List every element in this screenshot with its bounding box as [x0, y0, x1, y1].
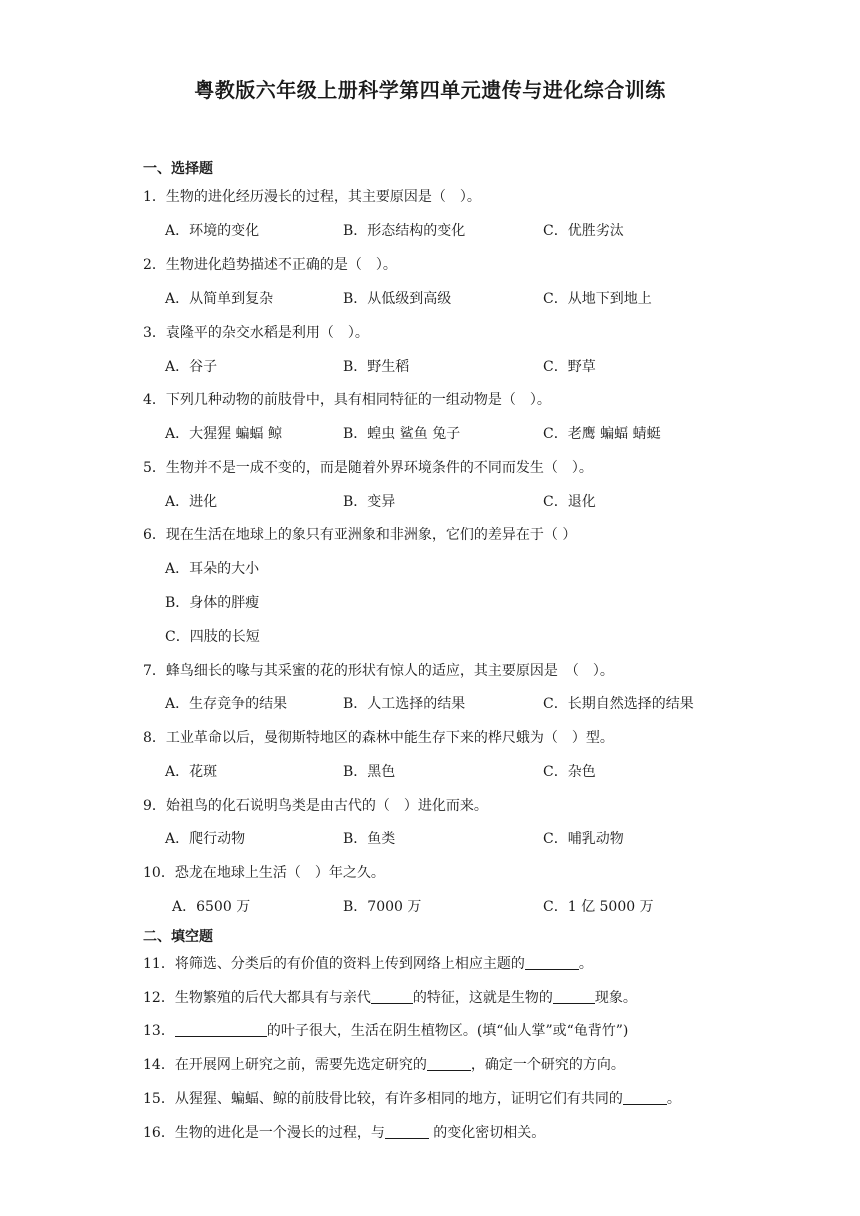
question-text: 11．将筛选、分类后的有价值的资料上传到网络上相应主题的	[143, 956, 525, 972]
option-b: B．7000 万	[343, 899, 422, 915]
option-b: B．人工选择的结果	[343, 696, 466, 712]
question-2-stem: 2．生物进化趋势描述不正确的是（ ）。	[143, 257, 397, 273]
question-3-stem: 3．袁隆平的杂交水稻是利用（ ）。	[143, 325, 369, 341]
option-a: A．大猩猩 蝙蝠 鲸	[165, 426, 283, 442]
option-b: B．鱼类	[343, 831, 396, 847]
question-text: 13．	[143, 1023, 175, 1039]
answer-blank[interactable]	[525, 955, 579, 970]
option-b: B．黑色	[343, 764, 396, 780]
section-heading-choice: 一、选择题	[143, 161, 213, 177]
question-text: 14．在开展网上研究之前，需要先选定研究的	[143, 1057, 427, 1073]
question-15	[143, 1088, 681, 1108]
option-c: C．哺乳动物	[543, 831, 624, 847]
question-text: 15．从猩猩、蝙蝠、鲸的前肢骨比较，有许多相同的地方，证明它们有共同的	[143, 1091, 623, 1107]
question-12	[143, 987, 637, 1007]
option-a: A．6500 万	[172, 899, 251, 915]
question-text: 现象。	[594, 990, 637, 1006]
question-8-stem: 8．工业革命以后，曼彻斯特地区的森林中能生存下来的桦尺蛾为（ ）型。	[143, 730, 614, 746]
question-7-stem: 7．蜂鸟细长的喙与其采蜜的花的形状有惊人的适应，其主要原因是 （ ）。	[143, 663, 614, 679]
question-text: 的变化密切相关。	[428, 1125, 546, 1141]
option-c: C．退化	[543, 494, 596, 510]
question-13	[143, 1020, 628, 1040]
option-c: C．杂色	[543, 764, 596, 780]
question-text: 。	[578, 956, 593, 972]
question-1-stem: 1．生物的进化经历漫长的过程，其主要原因是（ ）。	[143, 189, 481, 205]
option-c: C．长期自然选择的结果	[543, 696, 694, 712]
option-a: A．谷子	[165, 359, 218, 375]
question-16	[143, 1122, 545, 1142]
option-a: A．进化	[165, 494, 218, 510]
question-text: ，确定一个研究的方向。	[470, 1057, 625, 1073]
question-10-stem: 10．恐龙在地球上生活（ ）年之久。	[143, 865, 385, 881]
option-c: C．四肢的长短	[165, 629, 260, 645]
option-c: C．野草	[543, 359, 596, 375]
page-title: 粤教版六年级上册科学第四单元遗传与进化综合训练	[194, 78, 666, 102]
question-6-stem: 6．现在生活在地球上的象只有亚洲象和非洲象，它们的差异在于（ ）	[143, 527, 577, 543]
answer-blank[interactable]	[553, 989, 595, 1004]
question-text: 。	[666, 1091, 681, 1107]
question-9-stem: 9．始祖鸟的化石说明鸟类是由古代的（ ）进化而来。	[143, 798, 488, 814]
section-heading-fill: 二、填空题	[143, 929, 213, 945]
option-c: C．从地下到地上	[543, 291, 652, 307]
option-a: A．从简单到复杂	[165, 291, 274, 307]
answer-blank[interactable]	[385, 1124, 429, 1139]
question-text: 16．生物的进化是一个漫长的过程，与	[143, 1125, 385, 1141]
option-a: A．花斑	[165, 764, 218, 780]
option-a: A．生存竞争的结果	[165, 696, 288, 712]
answer-blank[interactable]	[623, 1090, 667, 1105]
answer-blank[interactable]	[371, 989, 413, 1004]
question-text: 的叶子很大，生活在阴生植物区。(填“仙人掌”或“龟背竹”)	[266, 1023, 629, 1039]
answer-blank[interactable]	[175, 1022, 267, 1037]
option-b: B．变异	[343, 494, 396, 510]
option-a: A．环境的变化	[165, 223, 260, 239]
answer-blank[interactable]	[427, 1056, 471, 1071]
option-c: C．1 亿 5000 万	[543, 899, 654, 915]
option-a: A．耳朵的大小	[165, 561, 260, 577]
option-a: A．爬行动物	[165, 831, 246, 847]
question-text: 的特征，这就是生物的	[412, 990, 553, 1006]
option-c: C．优胜劣汰	[543, 223, 624, 239]
option-b: B．从低级到高级	[343, 291, 452, 307]
option-b: B．形态结构的变化	[343, 223, 466, 239]
question-4-stem: 4．下列几种动物的前肢骨中，具有相同特征的一组动物是（ ）。	[143, 392, 551, 408]
option-b: B．野生稻	[343, 359, 410, 375]
option-c: C．老鹰 蝙蝠 蜻蜓	[543, 426, 661, 442]
option-b: B．蝗虫 鲨鱼 兔子	[343, 426, 461, 442]
question-5-stem: 5．生物并不是一成不变的，而是随着外界环境条件的不同而发生（ ）。	[143, 460, 593, 476]
question-14	[143, 1054, 625, 1074]
option-b: B．身体的胖瘦	[165, 595, 260, 611]
question-11	[143, 953, 593, 973]
question-text: 12．生物繁殖的后代大都具有与亲代	[143, 990, 371, 1006]
